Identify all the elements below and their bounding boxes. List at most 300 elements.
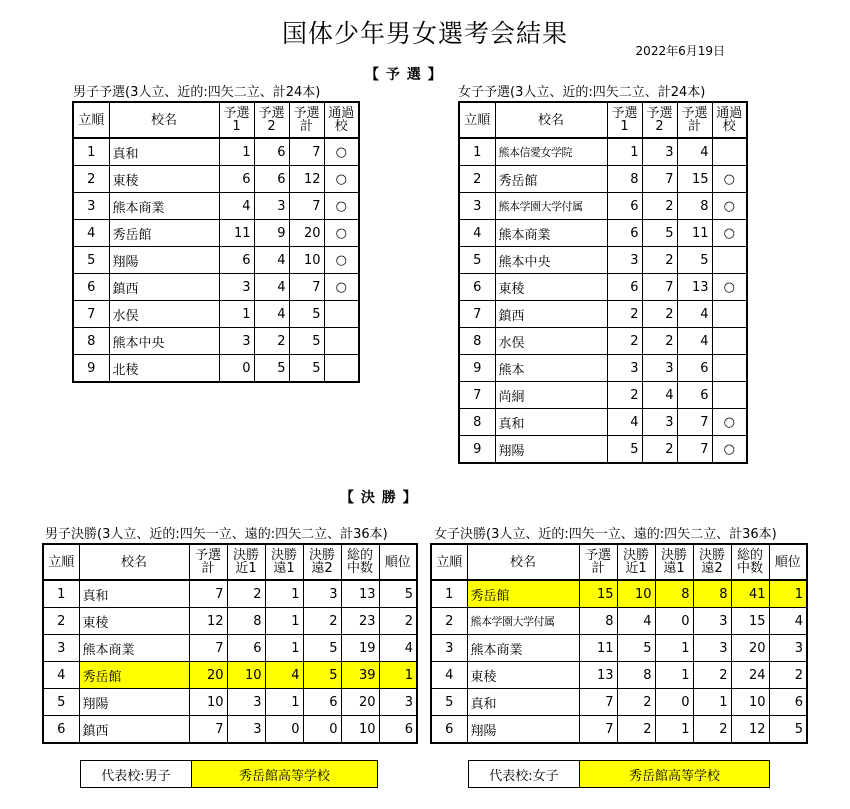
pass-cell: ○ [324,220,359,247]
prelim1-cell: 6 [219,166,254,193]
pass-cell [324,328,359,355]
rank-cell: 2 [431,608,467,635]
rank-cell: 5 [73,247,109,274]
col-prelim-total: 予選 計 [579,544,617,580]
school-cell: 鎮西 [109,274,219,301]
school-cell: 真和 [109,138,219,166]
final-near1-cell: 10 [617,580,655,608]
girls-prelim-table [458,101,748,464]
final-near1-cell: 8 [617,662,655,689]
total-hits-cell: 10 [731,689,769,716]
pass-cell: ○ [324,247,359,274]
prelim2-cell: 6 [254,138,289,166]
prelim2-cell: 2 [642,436,677,464]
school-cell: 真和 [495,409,607,436]
final-far1-cell: 1 [265,608,303,635]
prelim-total-cell: 11 [579,635,617,662]
prelim-total-cell: 7 [677,409,712,436]
prelim-total-cell: 13 [579,662,617,689]
table-row [459,274,747,301]
prelim1-cell: 2 [607,382,642,409]
rank-cell: 6 [431,716,467,744]
school-cell: 東稜 [495,274,607,301]
table-row [73,247,359,274]
prelim-total-cell: 6 [677,355,712,382]
rank-cell: 2 [459,166,495,193]
prelim-total-cell: 12 [189,608,227,635]
prelim2-cell: 2 [642,328,677,355]
table-row [459,355,747,382]
col-prelim2: 予選 2 [254,102,289,138]
table-row [459,166,747,193]
prelim2-cell: 4 [642,382,677,409]
col-prelim1: 予選 1 [607,102,642,138]
final-near1-cell: 3 [227,689,265,716]
prelim2-cell: 3 [642,138,677,166]
prelim2-cell: 3 [642,409,677,436]
table-row [73,138,359,166]
table-row [459,328,747,355]
place-cell: 2 [379,608,417,635]
prelim2-cell: 7 [642,166,677,193]
col-final-far2: 決勝 遠2 [303,544,341,580]
table-row [73,220,359,247]
school-cell: 尚絅 [495,382,607,409]
prelim2-cell: 5 [642,220,677,247]
rank-cell: 7 [73,301,109,328]
col-prelim-total: 予選 計 [189,544,227,580]
boys-prelim-caption: 男子予選(3人立、近的:四矢二立、計24本) [73,85,321,100]
school-cell: 熊本中央 [109,328,219,355]
prelim1-cell: 2 [607,328,642,355]
col-final-far1: 決勝 遠1 [655,544,693,580]
prelim1-cell: 6 [607,274,642,301]
final-far2-cell: 3 [693,635,731,662]
rank-cell: 6 [43,716,79,744]
school-cell: 北稜 [109,355,219,383]
col-pass: 通過 校 [712,102,747,138]
boys-representative-school: 秀岳館高等学校 [192,761,377,787]
col-school: 校名 [467,544,579,580]
final-far1-cell: 8 [655,580,693,608]
total-hits-cell: 15 [731,608,769,635]
col-rank: 立順 [43,544,79,580]
pass-cell [712,138,747,166]
prelim-total-cell: 5 [677,247,712,274]
school-cell: 熊本商業 [467,635,579,662]
col-final-far1: 決勝 遠1 [265,544,303,580]
total-hits-cell: 10 [341,716,379,744]
school-cell: 熊本 [495,355,607,382]
prelim-total-cell: 20 [289,220,324,247]
col-place: 順位 [379,544,417,580]
col-school: 校名 [109,102,219,138]
col-total-hits: 総的 中数 [341,544,379,580]
rank-cell: 4 [431,662,467,689]
school-cell: 東稜 [79,608,189,635]
table-row [73,166,359,193]
school-cell: 水俣 [109,301,219,328]
prelim-total-cell: 7 [289,138,324,166]
rank-cell: 4 [43,662,79,689]
pass-cell: ○ [712,274,747,301]
prelim2-cell: 2 [642,301,677,328]
final-near1-cell: 2 [227,580,265,608]
prelim1-cell: 4 [219,193,254,220]
prelim-total-cell: 12 [289,166,324,193]
prelim2-cell: 4 [254,274,289,301]
prelim2-cell: 3 [642,355,677,382]
prelim1-cell: 3 [607,247,642,274]
girls-representative-school: 秀岳館高等学校 [580,761,769,787]
prelim1-cell: 2 [607,301,642,328]
table-row [431,635,807,662]
rank-cell: 1 [459,138,495,166]
place-cell: 5 [769,716,807,744]
total-hits-cell: 20 [731,635,769,662]
col-final-near1: 決勝 近1 [227,544,265,580]
prelim2-cell: 6 [254,166,289,193]
rank-cell: 3 [431,635,467,662]
school-cell: 秀岳館 [467,580,579,608]
total-hits-cell: 13 [341,580,379,608]
school-cell: 熊本商業 [495,220,607,247]
prelim1-cell: 4 [607,409,642,436]
girls-representative-box [468,760,770,788]
prelim-total-cell: 6 [677,382,712,409]
prelim-total-cell: 5 [289,328,324,355]
col-place: 順位 [769,544,807,580]
total-hits-cell: 20 [341,689,379,716]
rank-cell: 9 [459,436,495,464]
table-row [459,436,747,464]
col-prelim-total: 予選 計 [677,102,712,138]
prelim-total-cell: 8 [579,608,617,635]
final-far2-cell: 3 [303,580,341,608]
school-cell: 真和 [467,689,579,716]
prelim-total-cell: 11 [677,220,712,247]
school-cell: 秀岳館 [79,662,189,689]
total-hits-cell: 39 [341,662,379,689]
table-row [459,220,747,247]
table-row [73,274,359,301]
prelim-total-cell: 10 [189,689,227,716]
rank-cell: 9 [73,355,109,383]
col-school: 校名 [79,544,189,580]
place-cell: 6 [379,716,417,744]
school-cell: 熊本商業 [79,635,189,662]
prelim2-cell: 9 [254,220,289,247]
col-final-far2: 決勝 遠2 [693,544,731,580]
boys-final-caption: 男子決勝(3人立、近的:四矢一立、遠的:四矢二立、計36本) [45,527,388,542]
pass-cell [712,328,747,355]
school-cell: 東稜 [467,662,579,689]
school-cell: 秀岳館 [109,220,219,247]
prelim-total-cell: 7 [289,193,324,220]
prelim1-cell: 6 [219,247,254,274]
school-cell: 水俣 [495,328,607,355]
prelim-total-cell: 4 [677,138,712,166]
table-row [73,193,359,220]
table-row [43,580,417,608]
school-cell: 翔陽 [467,716,579,744]
rank-cell: 4 [73,220,109,247]
table-row [459,138,747,166]
final-far1-cell: 1 [655,716,693,744]
prelim1-cell: 8 [607,166,642,193]
school-cell: 翔陽 [495,436,607,464]
pass-cell: ○ [324,166,359,193]
prelim-total-cell: 15 [579,580,617,608]
final-far1-cell: 1 [265,580,303,608]
col-pass: 通過 校 [324,102,359,138]
place-cell: 4 [769,608,807,635]
total-hits-cell: 24 [731,662,769,689]
place-cell: 5 [379,580,417,608]
pass-cell: ○ [324,274,359,301]
final-far1-cell: 0 [265,716,303,744]
prelim1-cell: 0 [219,355,254,383]
boys-prelim-table [72,101,360,383]
prelim-total-cell: 4 [677,328,712,355]
rank-cell: 7 [459,382,495,409]
final-far1-cell: 0 [655,689,693,716]
table-row [431,608,807,635]
boys-final-table [42,543,418,744]
girls-final-caption: 女子決勝(3人立、近的:四矢一立、遠的:四矢二立、計36本) [434,527,777,542]
place-cell: 3 [379,689,417,716]
rank-cell: 8 [73,328,109,355]
prelim1-cell: 11 [219,220,254,247]
pass-cell [712,382,747,409]
table-row [73,328,359,355]
col-final-near1: 決勝 近1 [617,544,655,580]
col-rank: 立順 [459,102,495,138]
final-far2-cell: 2 [693,662,731,689]
pass-cell: ○ [324,193,359,220]
place-cell: 2 [769,662,807,689]
rank-cell: 5 [431,689,467,716]
rank-cell: 1 [43,580,79,608]
prelim2-cell: 4 [254,301,289,328]
table-row [459,193,747,220]
prelim1-cell: 5 [607,436,642,464]
prelim2-cell: 3 [254,193,289,220]
final-far2-cell: 8 [693,580,731,608]
place-cell: 4 [379,635,417,662]
final-near1-cell: 5 [617,635,655,662]
pass-cell: ○ [712,193,747,220]
final-near1-cell: 3 [227,716,265,744]
final-far2-cell: 3 [693,608,731,635]
girls-final-table [430,543,808,744]
col-rank: 立順 [73,102,109,138]
school-cell: 熊本商業 [109,193,219,220]
place-cell: 1 [379,662,417,689]
prelim-total-cell: 5 [289,355,324,383]
col-prelim2: 予選 2 [642,102,677,138]
table-row [459,382,747,409]
prelim-total-cell: 7 [289,274,324,301]
final-far2-cell: 2 [303,608,341,635]
final-far2-cell: 6 [303,689,341,716]
pass-cell [712,355,747,382]
total-hits-cell: 19 [341,635,379,662]
table-row [43,662,417,689]
final-far2-cell: 5 [303,662,341,689]
pass-cell: ○ [324,138,359,166]
prelim1-cell: 1 [607,138,642,166]
col-total-hits: 総的 中数 [731,544,769,580]
event-date: 2022年6月19日 [635,44,725,58]
table-row [431,580,807,608]
table-row [459,301,747,328]
table-row [431,662,807,689]
page-title: 国体少年男女選考会結果 [281,19,568,48]
prelim1-cell: 6 [607,193,642,220]
final-far1-cell: 0 [655,608,693,635]
rank-cell: 8 [459,409,495,436]
table-row [43,716,417,744]
school-cell: 鎮西 [79,716,189,744]
school-cell: 熊本学園大学付属 [495,193,607,220]
school-cell: 秀岳館 [495,166,607,193]
final-far1-cell: 1 [265,689,303,716]
final-far2-cell: 5 [303,635,341,662]
rank-cell: 4 [459,220,495,247]
place-cell: 3 [769,635,807,662]
table-row [43,689,417,716]
final-near1-cell: 6 [227,635,265,662]
table-row [73,355,359,383]
school-cell: 熊本信愛女学院 [495,138,607,166]
prelim-total-cell: 10 [289,247,324,274]
prelim1-cell: 3 [219,328,254,355]
final-far1-cell: 1 [265,635,303,662]
boys-representative-label: 代表校:男子 [81,761,192,787]
rank-cell: 6 [73,274,109,301]
boys-representative-box [80,760,378,788]
final-near1-cell: 10 [227,662,265,689]
rank-cell: 3 [73,193,109,220]
rank-cell: 8 [459,328,495,355]
col-rank: 立順 [431,544,467,580]
final-near1-cell: 8 [227,608,265,635]
prelim2-cell: 5 [254,355,289,383]
pass-cell [324,355,359,383]
total-hits-cell: 41 [731,580,769,608]
total-hits-cell: 12 [731,716,769,744]
final-far2-cell: 1 [693,689,731,716]
prelim1-cell: 1 [219,301,254,328]
prelim1-cell: 3 [219,274,254,301]
prelim-heading: 【 予 選 】 [365,67,443,83]
final-near1-cell: 2 [617,689,655,716]
total-hits-cell: 23 [341,608,379,635]
school-cell: 熊本中央 [495,247,607,274]
prelim-total-cell: 15 [677,166,712,193]
school-cell: 熊本学園大学付属 [467,608,579,635]
pass-cell: ○ [712,436,747,464]
rank-cell: 2 [73,166,109,193]
prelim2-cell: 2 [254,328,289,355]
girls-representative-label: 代表校:女子 [469,761,580,787]
rank-cell: 9 [459,355,495,382]
school-cell: 真和 [79,580,189,608]
rank-cell: 3 [459,193,495,220]
final-far1-cell: 4 [265,662,303,689]
school-cell: 翔陽 [109,247,219,274]
table-row [73,301,359,328]
prelim-total-cell: 5 [289,301,324,328]
pass-cell [324,301,359,328]
rank-cell: 7 [459,301,495,328]
table-row [43,608,417,635]
final-far2-cell: 0 [303,716,341,744]
prelim2-cell: 2 [642,193,677,220]
final-near1-cell: 2 [617,716,655,744]
prelim1-cell: 1 [219,138,254,166]
final-near1-cell: 4 [617,608,655,635]
prelim2-cell: 7 [642,274,677,301]
prelim-total-cell: 7 [189,580,227,608]
prelim2-cell: 4 [254,247,289,274]
table-row [43,635,417,662]
final-far2-cell: 2 [693,716,731,744]
school-cell: 東稜 [109,166,219,193]
place-cell: 1 [769,580,807,608]
rank-cell: 2 [43,608,79,635]
prelim-total-cell: 7 [189,635,227,662]
pass-cell: ○ [712,409,747,436]
table-row [459,247,747,274]
table-row [431,716,807,744]
prelim-total-cell: 13 [677,274,712,301]
final-far1-cell: 1 [655,635,693,662]
school-cell: 翔陽 [79,689,189,716]
girls-prelim-caption: 女子予選(3人立、近的:四矢二立、計24本) [458,85,706,100]
table-row [431,689,807,716]
rank-cell: 3 [43,635,79,662]
school-cell: 鎮西 [495,301,607,328]
pass-cell: ○ [712,220,747,247]
rank-cell: 1 [431,580,467,608]
rank-cell: 5 [459,247,495,274]
final-heading: 【 決 勝 】 [340,490,418,506]
prelim1-cell: 3 [607,355,642,382]
rank-cell: 1 [73,138,109,166]
final-far1-cell: 1 [655,662,693,689]
table-row [459,409,747,436]
rank-cell: 5 [43,689,79,716]
prelim-total-cell: 7 [579,689,617,716]
pass-cell: ○ [712,166,747,193]
prelim-total-cell: 7 [677,436,712,464]
col-prelim-total: 予選 計 [289,102,324,138]
prelim-total-cell: 7 [189,716,227,744]
place-cell: 6 [769,689,807,716]
rank-cell: 6 [459,274,495,301]
pass-cell [712,247,747,274]
prelim-total-cell: 4 [677,301,712,328]
pass-cell [712,301,747,328]
prelim-total-cell: 20 [189,662,227,689]
prelim-total-cell: 8 [677,193,712,220]
prelim1-cell: 6 [607,220,642,247]
col-school: 校名 [495,102,607,138]
prelim2-cell: 2 [642,247,677,274]
prelim-total-cell: 7 [579,716,617,744]
